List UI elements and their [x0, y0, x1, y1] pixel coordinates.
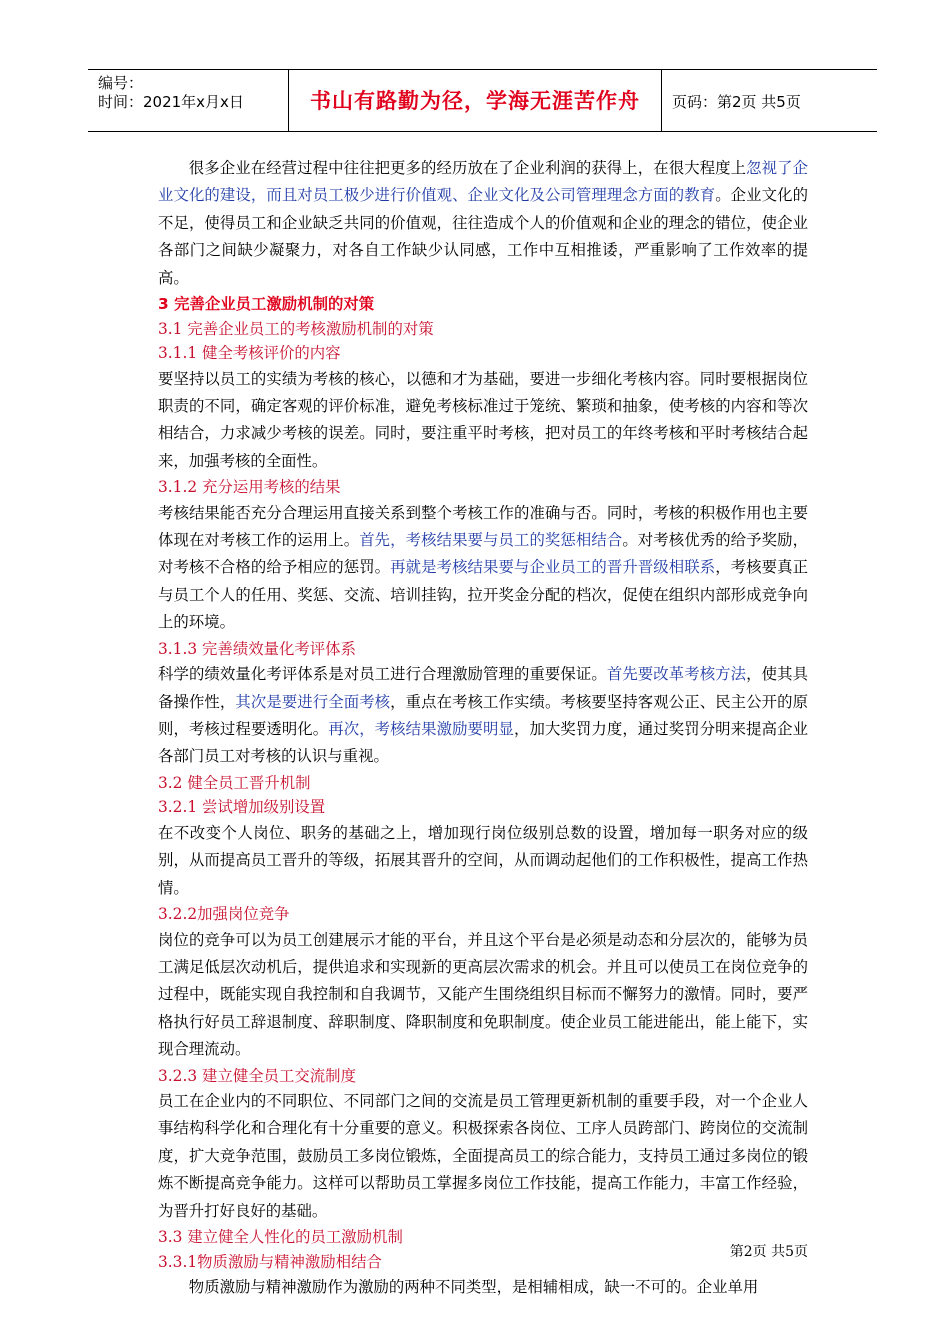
section-3-3-heading: 3.3 建立健全人性化的员工激励机制 [158, 1228, 403, 1247]
p313-highlight-f: 再次，考核结果激励要明显 [328, 720, 514, 738]
section-3-1-1-heading: 3.1.1 健全考核评价的内容 [158, 344, 341, 363]
section-3-2-heading: 3.2 健全员工晋升机制 [158, 773, 311, 792]
section-3-2-3-heading: 3.2.3 建立健全员工交流制度 [158, 1066, 356, 1085]
p312-highlight-d: 再就是考核结果要与企业员工的晋升晋级相联系 [390, 558, 716, 577]
p313-highlight-d: 其次是要进行全面考核 [235, 692, 391, 711]
p312-text-e: ，考核要真正与员工个人的任用、奖惩、交流、培训挂钩，拉开奖金分配的档次，促使在组织内部形成竞争向上的环境。 [158, 558, 808, 632]
p313-text-e: ，重点在考核工作实绩。考核要坚持客观公正、民主公开的原则，考核过程要透明化。 [158, 692, 808, 738]
page-label: 页码：第2页 共5页 [672, 93, 801, 111]
section-3-3-1-paragraph: 物质激励与精神激励作为激励的两种不同类型，是相辅相成，缺一不可的。企业单用 [188, 1278, 759, 1297]
section-3-1-3-heading: 3.1.3 完善绩效量化考评体系 [158, 639, 356, 658]
document-body [158, 155, 808, 1302]
section-3-1-2-paragraph [158, 500, 808, 637]
header-meta-cell [88, 70, 289, 131]
p313-text-a: 科学的绩效量化考评体系是对员工进行合理激励管理的重要保证。 [158, 665, 607, 684]
intro-paragraph [158, 155, 808, 292]
section-3-heading: 3 完善企业员工激励机制的对策 [158, 295, 375, 314]
section-3-2-2-paragraph: 岗位的竞争可以为员工创建展示才能的平台，并且这个平台是必须是动态和分层次的，能够为员工满足低层次动机后，提供追求和实现新的更高层次需求的机会。并且可以使员工在岗位竞争的过程中，既能实现自我控制和自我调节，又能产生围绕组织目标而不懈努力的激情。同时，要严格执行好员工辞退制度、辞职制度、降职制度和免职制度。使企业员工能进能出，能上能下，实现合理流动。 [158, 930, 808, 1059]
intro-text-1: 很多企业在经营过程中往往把更多的经历放在了企业利润的获得上，在很大程度上 [188, 159, 747, 177]
time-label: 时间：2021年x月x日 [98, 93, 244, 111]
p313-highlight-b: 首先要改革考核方法 [606, 665, 747, 684]
p312-text-c: 。对考核优秀的给予奖励，对考核不合格的给予相应的惩罚。 [158, 531, 808, 577]
header-page-cell [662, 70, 877, 131]
p313-text-c: ，使其具备操作性， [158, 665, 808, 711]
header-motto-cell [289, 70, 662, 131]
header-table [88, 69, 877, 132]
section-3-2-2-heading: 3.2.2加强岗位竞争 [158, 905, 290, 924]
section-3-1-1-paragraph: 要坚持以员工的实绩为考核的核心，以德和才为基础，要进一步细化考核内容。同时要根据岗位职责的不同，确定客观的评价标准，避免考核标准过于笼统、繁琐和抽象，使考核的内容和等次相结合，力求减少考核的误差。同时，要注重平时考核，把对员工的年终考核和平时考核结合起来，加强考核的全面性。 [158, 369, 808, 470]
motto-text: 书山有路勤为径，学海无涯苦作舟 [310, 89, 640, 113]
section-3-1-2-heading: 3.1.2 充分运用考核的结果 [158, 478, 341, 497]
p312-text-a: 考核结果能否充分合理运用直接关系到整个考核工作的准确与否。同时，考核的积极作用也主要体现在对考核工作的运用上。 [158, 503, 808, 550]
intro-text-2: 。企业文化的不足，使得员工和企业缺乏共同的价值观，往往造成个人的价值观和企业的理念的错位，使企业各部门之间缺少凝聚力，对各自工作缺少认同感，工作中互相推诿，严重影响了工作效率的提高。 [158, 186, 808, 287]
number-label: 编号： [98, 74, 144, 92]
section-3-2-1-paragraph: 在不改变个人岗位、职务的基础之上，增加现行岗位级别总数的设置，增加每一职务对应的级别，从而提高员工晋升的等级，拓展其晋升的空间，从而调动起他们的工作积极性，提高工作热情。 [158, 823, 808, 897]
section-3-1-3-paragraph [158, 661, 808, 771]
page-footer: 第2页 共5页 [729, 1244, 808, 1260]
section-3-3-1-heading: 3.3.1物质激励与精神激励相结合 [158, 1252, 382, 1271]
section-3-2-3-paragraph: 员工在企业内的不同职位、不同部门之间的交流是员工管理更新机制的重要手段，对一个企业人事结构科学化和合理化有十分重要的意义。积极探索各岗位、工序人员跨部门、跨岗位的交流制度，扩大竞争范围，鼓励员工多岗位锻炼，全面提高员工的综合能力，支持员工通过多岗位的锻炼不断提高竞争能力。这样可以帮助员工掌握多岗位工作技能，提高工作能力，丰富工作经验，为晋升打好良好的基础。 [158, 1092, 808, 1220]
p312-highlight-b: 首先，考核结果要与员工的奖惩相结合 [359, 531, 623, 550]
section-3-1-heading: 3.1 完善企业员工的考核激励机制的对策 [158, 319, 434, 338]
section-3-2-1-heading: 3.2.1 尝试增加级别设置 [158, 798, 326, 817]
intro-highlight: 忽视了企业文化的建设，而且对员工极少进行价值观、企业文化及公司管理理念方面的教育 [158, 159, 808, 205]
p313-text-g: ，加大奖罚力度，通过奖罚分明来提高企业各部门员工对考核的认识与重视。 [158, 720, 808, 766]
